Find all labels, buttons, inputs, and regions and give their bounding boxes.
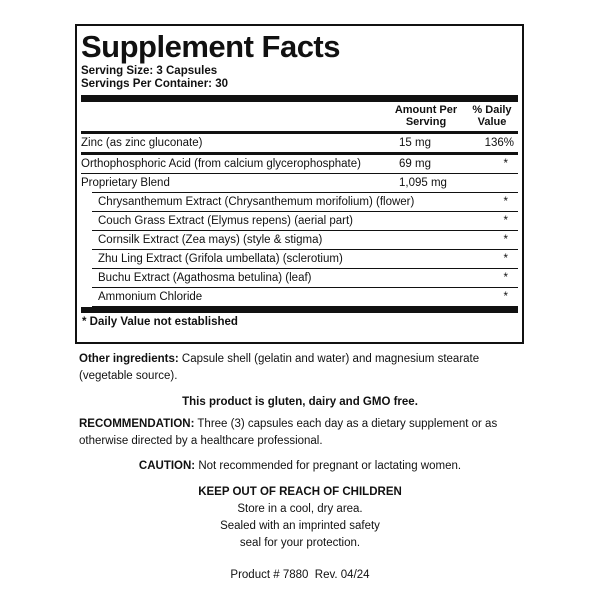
keep-out-of-reach: KEEP OUT OF REACH OF CHILDREN [198, 486, 402, 498]
storage-line: Store in a cool, dry area. [237, 503, 363, 515]
blend-ingredient-row: Couch Grass Extract (Elymus repens) (aerial part) * [81, 212, 518, 231]
storage-warnings [60, 484, 540, 552]
nutrient-row: Zinc (as zinc gluconate) 15 mg 136% [81, 134, 518, 155]
blend-ingredient-row: Zhu Ling Extract (Grifola umbellata) (sclerotium) * [81, 250, 518, 269]
storage-line: Sealed with an imprinted safety [220, 520, 380, 532]
serving-size: Serving Size: 3 Capsules [81, 65, 218, 77]
allergen-free-statement: This product is gluten, dairy and GMO free. [182, 396, 418, 408]
recommendation: RECOMMENDATION: Three (3) capsules each day as a dietary supplement or as otherwise directed by a healthcare professional. [79, 418, 498, 447]
nutrient-row: Proprietary Blend 1,095 mg [81, 174, 518, 193]
column-header [81, 102, 518, 131]
other-ingredients: Other ingredients: Capsule shell (gelatin and water) and magnesium stearate (vegetable source). [79, 353, 480, 382]
amount-per-serving-header: Amount Per Serving [394, 104, 458, 128]
storage-line: seal for your protection. [239, 537, 361, 549]
blend-ingredient-row: Buchu Extract (Agathosma betulina) (leaf) * [81, 269, 518, 288]
servings-per-container: Servings Per Container: 30 [81, 78, 228, 90]
blend-ingredient-row: Cornsilk Extract (Zea mays) (style & stigma) * [81, 231, 518, 250]
daily-value-header: % Daily Value [472, 104, 512, 128]
supplement-facts-panel [75, 24, 524, 344]
divider-thick-bottom [81, 306, 518, 313]
panel-title: Supplement Facts [81, 29, 340, 64]
daily-value-footnote: * Daily Value not established [82, 316, 238, 328]
blend-ingredient-row: Chrysanthemum Extract (Chrysanthemum morifolium) (flower) * [81, 193, 518, 212]
blend-ingredient-row: Ammonium Chloride * [81, 288, 518, 306]
caution-statement: CAUTION: Not recommended for pregnant or lactating women. [138, 460, 462, 472]
nutrient-row: Orthophosphoric Acid (from calcium glycerophosphate) 69 mg * [81, 155, 518, 174]
product-number: Product # 7880 Rev. 04/24 [230, 569, 370, 581]
divider-thick [81, 95, 518, 102]
